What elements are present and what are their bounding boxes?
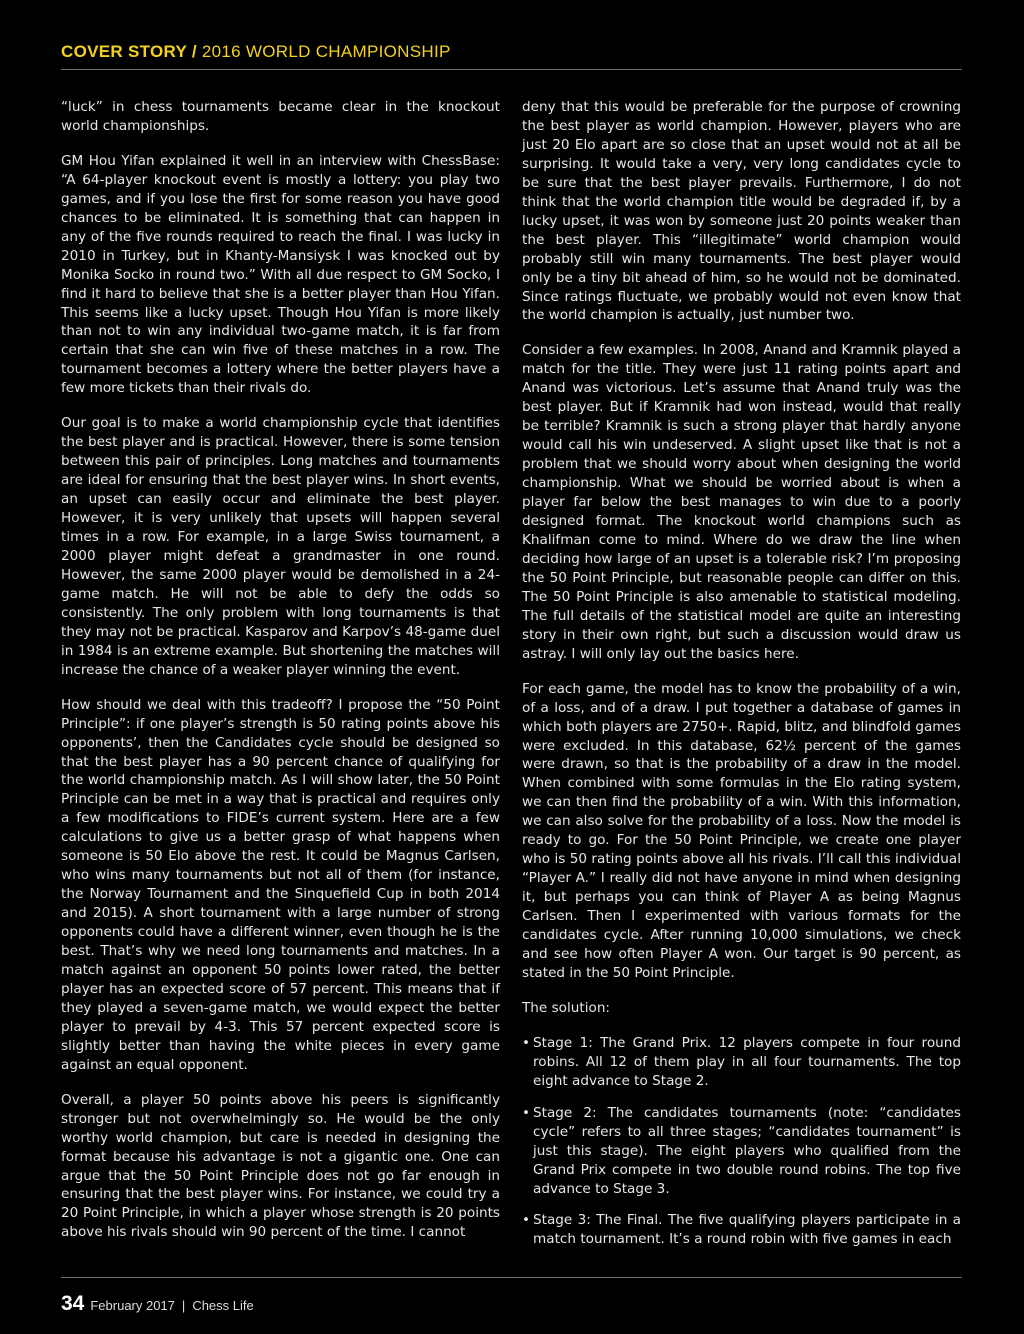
list-item-text: Stage 2: The candidates tournaments (note: “candidates cycle” refers to all three stages; “candidates tournament” is just this stage). The eight players who qualified from the Grand Prix compete in two double round robins. The top five advance to Stage 3. <box>533 1104 961 1197</box>
paragraph: Consider a few examples. In 2008, Anand and Kramnik played a match for the title. They were just 11 rating points apart and Anand was victorious. Let’s assume that Anand truly was the best player. But if Kramnik had won instead, would that really be terrible? Kramnik is such a strong player that hardly anyone would call his win undeserved. A slight upset like that is not a problem that we should worry about when designing the world championship. What we should be worried about is when a player far below the best manages to win due to a poorly designed format. The knockout world champions such as Khalifman come to mind. Where do we draw the line when deciding how large of an upset is a tolerable risk? I’m proposing the 50 Point Principle, but reasonable people can differ on this. The 50 Point Principle is also amenable to statistical modeling. The full details of the statistical model are quite an interesting story in their own right, but such a discussion would draw us astray. I will only lay out the basics here. <box>522 342 961 662</box>
page-footer <box>61 1292 254 1316</box>
paragraph: “luck” in chess tournaments became clear in the knockout world championships. <box>61 99 500 134</box>
paragraph: GM Hou Yifan explained it well in an interview with ChessBase: “A 64-player knockout event is mostly a lottery: you play two games, and if you lose the first for some reason you have good chances to be eliminated. It is something that can happen in any of the five rounds required to reach the final. I was lucky in 2010 in Turkey, but in Khanty-Mansiysk I was knocked out by Monika Socko in round two.” With all due respect to GM Socko, I find it hard to believe that she is a better player than Hou Yifan. This seems like a lucky upset. Though Hou Yifan is more likely than not to win any individual two-game match, it is far from certain that she can win five of these matches in a row. The tournament becomes a lottery where the better players have a few more tickets than their rivals do. <box>61 152 500 397</box>
bullet-icon: • <box>522 1212 531 1229</box>
paragraph: Overall, a player 50 points above his peers is significantly stronger but not overwhelmingly so. He would be the only worthy world champion, but care is needed in designing the format because his advantage is not a gigantic one. One can argue that the 50 Point Principle does not go far enough in ensuring that the best player wins. For instance, we could try a 20 Point Principle, in which a player whose strength is 20 points above his rivals should win 90 percent of the time. I cannot <box>61 1091 500 1241</box>
bullet-icon: • <box>522 1104 531 1121</box>
list-item-text: Stage 1: The Grand Prix. 12 players compete in four round robins. All 12 of them play in all four tournaments. The top eight advance to Stage 2. <box>533 1034 961 1089</box>
paragraph: Our goal is to make a world championship cycle that identifies the best player and is practical. However, there is some tension between this pair of principles. Long matches and tournaments are ideal for ensuring that the best player wins. In short events, an upset can easily occur and eliminate the best player. However, it is very unlikely that upsets will happen several times in a row. For example, in a large Swiss tournament, a 2000 player might defeat a grandmaster in one round. However, the same 2000 player would be demolished in a 24-game match. He will not be able to defy the odds so consistently. The only problem with long tournaments is that they may not be practical. Kasparov and Karpov’s 48-game duel in 1984 is an extreme example. But shortening the matches will increase the chance of a weaker player winning the event. <box>61 415 500 678</box>
list-item <box>522 1034 961 1091</box>
left-column <box>61 98 500 1258</box>
paragraph: deny that this would be preferable for the purpose of crowning the best player as world champion. However, players who are just 20 Elo apart are so close that an upset would not at all be surprising. It would take a very, very long candidates cycle to be sure that the best player prevails. Furthermore, I do not think that the world champion title would be degraded if, by a lucky upset, it was won by someone just 20 points weaker than the best player. This “illegitimate” world champion would probably still win many tournaments. The best player would only be a tiny bit ahead of him, so he would not be dominated. Since ratings fluctuate, we probably would not even know that the world champion is actually, just number two. <box>522 99 961 324</box>
list-item <box>522 1104 961 1199</box>
paragraph: For each game, the model has to know the probability of a win, of a loss, and of a draw. I put together a database of games in which both players are 2750+. Rapid, blitz, and blindfold games were excluded. In this database, 62½ percent of the games were drawn, so that is the probability of a draw in the model. When combined with some formulas in the Elo rating system, we can then find the probability of a win. With this information, we can also solve for the probability of a loss. Now the model is ready to go. For the 50 Point Principle, we create one player who is 50 rating points above all his rivals. I’ll call this individual “Player A.” I really did not have anyone in mind when designing it, but perhaps you can think of Player A as being Magnus Carlsen. Then I experimented with various formats for the candidates cycle. After running 10,000 simulations, we check and see how often Player A won. Our target is 90 percent, as stated in the 50 Point Principle. <box>522 680 961 981</box>
section-label: COVER STORY / <box>61 42 197 61</box>
page-number: 34 <box>61 1292 85 1315</box>
stage-list <box>522 1034 961 1250</box>
section-topic: 2016 WORLD CHAMPIONSHIP <box>201 42 451 61</box>
paragraph: How should we deal with this tradeoff? I propose the “50 Point Principle”: if one player’s strength is 50 rating points above his opponents’, then the Candidates cycle should be designed so that the best player has a 90 percent chance of qualifying for the world championship match. As I will show later, the 50 Point Principle can be met in a way that is practical and requires only a few modifications to FIDE’s current system. Here are a few calculations to give us a better grasp of what happens when someone is 50 Elo above the rest. It could be Magnus Carlsen, who wins many tournaments but not all of them (for instance, the Norway Tournament and the Sinquefield Cup in both 2014 and 2015). A short tournament with a large number of strong opponents could have a different winner, even though he is the best. That’s why we need long tournaments and matches. In a match against an opponent 50 points lower rated, the better player has an expected score of 57 percent. This means that if they played a seven-game match, we would expect the better player to prevail by 4-3. This 57 percent expected score is slightly better than having the white pieces in every game against an equal opponent. <box>61 696 500 1073</box>
running-header <box>61 42 962 70</box>
list-item <box>522 1211 961 1249</box>
publication-name: Chess Life <box>192 1298 254 1313</box>
right-column <box>522 98 961 1262</box>
bullet-icon: • <box>522 1034 531 1051</box>
footer-separator: | <box>181 1298 186 1313</box>
paragraph: The solution: <box>522 999 611 1016</box>
issue-date: February 2017 <box>90 1298 175 1313</box>
footer-divider <box>61 1277 962 1278</box>
list-item-text: Stage 3: The Final. The five qualifying players participate in a match tournament. It’s a round robin with five games in each <box>533 1212 961 1248</box>
